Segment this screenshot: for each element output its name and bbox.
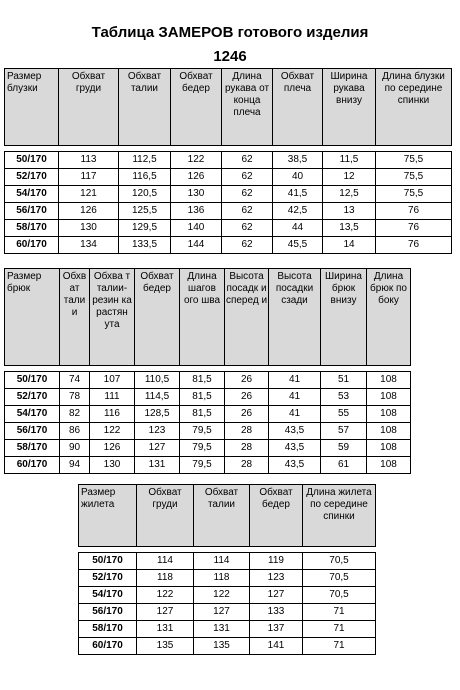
value-cell: 41 [269, 406, 321, 423]
column-header: Длина рукава от конца плеча [222, 69, 273, 146]
size-cell: 52/170 [79, 570, 137, 587]
value-cell: 135 [137, 638, 194, 655]
table-row [5, 203, 452, 220]
value-cell: 108 [367, 423, 411, 440]
value-cell: 114 [194, 553, 250, 570]
value-cell: 114,5 [135, 389, 180, 406]
value-cell: 112,5 [119, 152, 171, 169]
value-cell: 28 [225, 457, 269, 474]
value-cell: 126 [59, 203, 119, 220]
value-cell: 43,5 [269, 440, 321, 457]
value-cell: 74 [60, 372, 90, 389]
value-cell: 134 [59, 237, 119, 254]
value-cell: 128,5 [135, 406, 180, 423]
value-cell: 11,5 [323, 152, 376, 169]
column-header: Обхват талии [119, 69, 171, 146]
column-header: Обхват груди [59, 69, 119, 146]
value-cell: 122 [194, 587, 250, 604]
size-cell: 60/170 [5, 237, 59, 254]
value-cell: 79,5 [180, 457, 225, 474]
value-cell: 86 [60, 423, 90, 440]
size-cell: 54/170 [79, 587, 137, 604]
value-cell: 26 [225, 372, 269, 389]
column-header: Обхват бедер [135, 269, 180, 366]
value-cell: 136 [171, 203, 222, 220]
value-cell: 127 [135, 440, 180, 457]
blouse-measurements-table [4, 68, 452, 254]
value-cell: 62 [222, 152, 273, 169]
value-cell: 133 [250, 604, 303, 621]
value-cell: 78 [60, 389, 90, 406]
table-header-row [79, 485, 376, 547]
size-cell: 52/170 [5, 389, 60, 406]
value-cell: 13,5 [323, 220, 376, 237]
value-cell: 82 [60, 406, 90, 423]
value-cell: 120,5 [119, 186, 171, 203]
size-cell: 58/170 [5, 220, 59, 237]
size-cell: 56/170 [5, 423, 60, 440]
value-cell: 116 [90, 406, 135, 423]
value-cell: 71 [303, 638, 376, 655]
value-cell: 79,5 [180, 423, 225, 440]
column-header: Обхват талии [194, 485, 250, 547]
value-cell: 59 [321, 440, 367, 457]
value-cell: 125,5 [119, 203, 171, 220]
trousers-measurements-table [4, 268, 411, 474]
value-cell: 123 [135, 423, 180, 440]
size-cell: 56/170 [5, 203, 59, 220]
size-cell: 58/170 [79, 621, 137, 638]
value-cell: 144 [171, 237, 222, 254]
column-header: Длина жилета по середине спинки [303, 485, 376, 547]
value-cell: 137 [250, 621, 303, 638]
value-cell: 40 [273, 169, 323, 186]
table-row [5, 220, 452, 237]
value-cell: 108 [367, 457, 411, 474]
table-row [79, 621, 376, 638]
value-cell: 75,5 [376, 186, 452, 203]
value-cell: 135 [194, 638, 250, 655]
column-header: Длина блузки по середине спинки [376, 69, 452, 146]
value-cell: 116,5 [119, 169, 171, 186]
value-cell: 76 [376, 203, 452, 220]
value-cell: 26 [225, 406, 269, 423]
value-cell: 114 [137, 553, 194, 570]
value-cell: 43,5 [269, 457, 321, 474]
value-cell: 62 [222, 220, 273, 237]
column-header: Размер жилета [79, 485, 137, 547]
value-cell: 133,5 [119, 237, 171, 254]
table-row [5, 423, 411, 440]
value-cell: 55 [321, 406, 367, 423]
size-cell: 54/170 [5, 406, 60, 423]
value-cell: 28 [225, 440, 269, 457]
table-row [5, 440, 411, 457]
value-cell: 108 [367, 440, 411, 457]
value-cell: 141 [250, 638, 303, 655]
value-cell: 127 [250, 587, 303, 604]
size-cell: 50/170 [5, 152, 59, 169]
value-cell: 122 [137, 587, 194, 604]
value-cell: 108 [367, 389, 411, 406]
table-row [79, 570, 376, 587]
value-cell: 70,5 [303, 587, 376, 604]
value-cell: 12,5 [323, 186, 376, 203]
value-cell: 129,5 [119, 220, 171, 237]
value-cell: 81,5 [180, 372, 225, 389]
value-cell: 75,5 [376, 152, 452, 169]
value-cell: 119 [250, 553, 303, 570]
size-cell: 60/170 [5, 457, 60, 474]
value-cell: 61 [321, 457, 367, 474]
value-cell: 41 [269, 389, 321, 406]
value-cell: 107 [90, 372, 135, 389]
value-cell: 42,5 [273, 203, 323, 220]
size-cell: 50/170 [79, 553, 137, 570]
value-cell: 131 [194, 621, 250, 638]
column-header: Длина брюк по боку [367, 269, 411, 366]
value-cell: 38,5 [273, 152, 323, 169]
column-header: Ширина рукава внизу [323, 69, 376, 146]
column-header: Обхват плеча [273, 69, 323, 146]
table-row [5, 372, 411, 389]
table-row [5, 237, 452, 254]
value-cell: 28 [225, 423, 269, 440]
value-cell: 81,5 [180, 389, 225, 406]
value-cell: 71 [303, 604, 376, 621]
value-cell: 51 [321, 372, 367, 389]
value-cell: 130 [90, 457, 135, 474]
size-cell: 54/170 [5, 186, 59, 203]
table-row [5, 389, 411, 406]
value-cell: 14 [323, 237, 376, 254]
column-header: Обхват бедер [171, 69, 222, 146]
value-cell: 108 [367, 372, 411, 389]
value-cell: 140 [171, 220, 222, 237]
table-row [5, 169, 452, 186]
value-cell: 62 [222, 186, 273, 203]
size-cell: 60/170 [79, 638, 137, 655]
size-cell: 58/170 [5, 440, 60, 457]
value-cell: 13 [323, 203, 376, 220]
value-cell: 130 [171, 186, 222, 203]
table-row [79, 587, 376, 604]
column-header: Обхват груди [137, 485, 194, 547]
vest-measurements-table [78, 484, 376, 655]
value-cell: 110,5 [135, 372, 180, 389]
value-cell: 94 [60, 457, 90, 474]
value-cell: 108 [367, 406, 411, 423]
value-cell: 41,5 [273, 186, 323, 203]
value-cell: 70,5 [303, 570, 376, 587]
column-header: Размер брюк [5, 269, 60, 366]
value-cell: 12 [323, 169, 376, 186]
column-header: Длина шагов ого шва [180, 269, 225, 366]
value-cell: 62 [222, 203, 273, 220]
value-cell: 111 [90, 389, 135, 406]
column-header: Обхват бедер [250, 485, 303, 547]
value-cell: 26 [225, 389, 269, 406]
table-row [5, 457, 411, 474]
value-cell: 131 [135, 457, 180, 474]
value-cell: 81,5 [180, 406, 225, 423]
column-header: Ширина брюк внизу [321, 269, 367, 366]
value-cell: 44 [273, 220, 323, 237]
value-cell: 126 [90, 440, 135, 457]
value-cell: 126 [171, 169, 222, 186]
value-cell: 43,5 [269, 423, 321, 440]
value-cell: 76 [376, 220, 452, 237]
value-cell: 118 [194, 570, 250, 587]
value-cell: 123 [250, 570, 303, 587]
model-number: 1246 [213, 48, 247, 65]
value-cell: 130 [59, 220, 119, 237]
value-cell: 45,5 [273, 237, 323, 254]
table-header-row [5, 269, 411, 366]
size-cell: 50/170 [5, 372, 60, 389]
table-row [5, 186, 452, 203]
value-cell: 121 [59, 186, 119, 203]
column-header: Высота посадки сзади [269, 269, 321, 366]
table-row [5, 406, 411, 423]
table-row [79, 553, 376, 570]
value-cell: 90 [60, 440, 90, 457]
value-cell: 122 [90, 423, 135, 440]
value-cell: 131 [137, 621, 194, 638]
value-cell: 113 [59, 152, 119, 169]
document-title: Таблица ЗАМЕРОВ готового изделия [91, 24, 369, 41]
column-header: Обхв ат тали и [60, 269, 90, 366]
value-cell: 117 [59, 169, 119, 186]
value-cell: 41 [269, 372, 321, 389]
value-cell: 62 [222, 237, 273, 254]
table-header-row [5, 69, 452, 146]
value-cell: 53 [321, 389, 367, 406]
table-row [79, 638, 376, 655]
value-cell: 127 [137, 604, 194, 621]
value-cell: 57 [321, 423, 367, 440]
value-cell: 79,5 [180, 440, 225, 457]
value-cell: 75,5 [376, 169, 452, 186]
column-header: Размер блузки [5, 69, 59, 146]
value-cell: 122 [171, 152, 222, 169]
value-cell: 118 [137, 570, 194, 587]
size-cell: 56/170 [79, 604, 137, 621]
table-row [79, 604, 376, 621]
size-cell: 52/170 [5, 169, 59, 186]
value-cell: 76 [376, 237, 452, 254]
value-cell: 62 [222, 169, 273, 186]
value-cell: 127 [194, 604, 250, 621]
column-header: Высота посадк и сперед и [225, 269, 269, 366]
value-cell: 70,5 [303, 553, 376, 570]
value-cell: 71 [303, 621, 376, 638]
table-row [5, 152, 452, 169]
column-header: Обхва т талии-резин ка растян ута [90, 269, 135, 366]
